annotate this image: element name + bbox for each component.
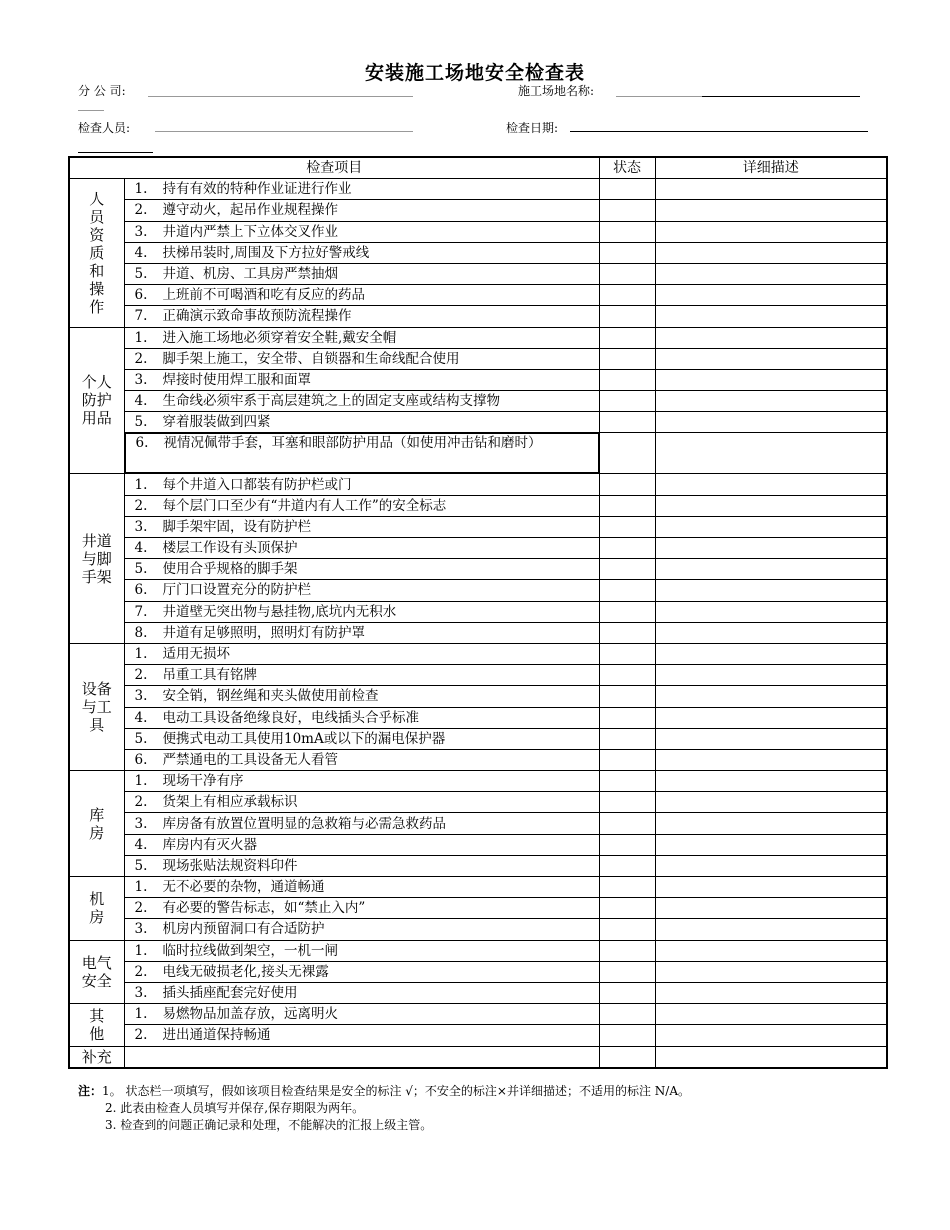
status-cell[interactable] (599, 601, 655, 622)
table-row (69, 285, 887, 306)
item-number: 4. (134, 540, 148, 557)
note-1-text: 1。 状态栏一项填写，假如该项目检查结果是安全的标注 √；不安全的标注×并详细描述；不适用的标注 N/A。 (102, 1084, 691, 1098)
table-row (69, 516, 887, 537)
status-cell[interactable] (599, 179, 655, 200)
table-row (69, 179, 887, 200)
status-cell[interactable] (599, 200, 655, 221)
check-item-cell (124, 919, 599, 940)
item-text: 正确演示致命事故预防流程操作 (162, 308, 352, 325)
check-item-cell (124, 686, 599, 707)
check-item-cell (124, 813, 599, 834)
check-item-cell (124, 369, 599, 390)
check-item-cell (124, 855, 599, 876)
item-text: 脚手架牢固，设有防护栏 (162, 518, 311, 535)
check-item-cell (124, 1025, 599, 1046)
description-cell[interactable] (655, 412, 887, 433)
check-item-cell (124, 306, 599, 327)
table-row (69, 327, 887, 348)
description-cell[interactable] (655, 263, 887, 284)
inspection-date-label: 检查日期: (506, 121, 559, 135)
category-cell: 井道 与脚 手架 (69, 474, 124, 644)
check-item-cell (124, 877, 599, 898)
check-item-cell (124, 834, 599, 855)
item-number: 5. (134, 414, 148, 431)
item-text: 货架上有相应承载标识 (162, 794, 298, 811)
item-text: 脚手架上施工，安全带、自锁器和生命线配合使用 (162, 350, 460, 367)
item-number: 2. (134, 1027, 148, 1044)
table-row (69, 433, 887, 474)
description-cell[interactable] (655, 686, 887, 707)
item-number: 2. (134, 794, 148, 811)
item-text: 穿着服装做到四紧 (162, 414, 271, 431)
table-row (69, 391, 887, 412)
table-row (69, 306, 887, 327)
category-cell: 机 房 (69, 877, 124, 941)
item-text: 使用合乎规格的脚手架 (162, 561, 298, 578)
item-text: 进出通道保持畅通 (162, 1027, 271, 1044)
item-text: 临时拉线做到架空，一机一闸 (162, 942, 338, 959)
check-item-cell (124, 495, 599, 516)
col-header-status: 状态 (599, 157, 655, 179)
inspector-field[interactable] (155, 131, 413, 132)
item-text: 持有有效的特种作业证进行作业 (162, 181, 352, 198)
description-cell[interactable] (655, 285, 887, 306)
item-text: 视情况佩带手套，耳塞和眼部防护用品（如使用冲击钻和磨时） (163, 435, 542, 452)
check-item-cell (124, 327, 599, 348)
table-row (69, 961, 887, 982)
item-number: 3. (134, 371, 148, 388)
status-cell[interactable] (599, 391, 655, 412)
description-cell[interactable] (655, 813, 887, 834)
table-row (69, 559, 887, 580)
table-row (69, 369, 887, 390)
check-item-cell (124, 242, 599, 263)
inspection-table (68, 156, 888, 1069)
table-row (69, 792, 887, 813)
item-number: 3. (134, 985, 148, 1002)
status-cell[interactable] (599, 686, 655, 707)
status-cell[interactable] (599, 306, 655, 327)
status-cell[interactable] (599, 1004, 655, 1025)
item-text: 有必要的警告标志，如“禁止入内” (162, 900, 366, 917)
table-row (69, 474, 887, 495)
item-number: 6. (135, 435, 149, 452)
item-text: 焊接时使用焊工服和面罩 (162, 371, 311, 388)
table-row (69, 643, 887, 664)
status-cell[interactable] (599, 580, 655, 601)
form-title: 安装施工场地安全检查表 (364, 62, 585, 84)
description-cell[interactable] (655, 982, 887, 1003)
check-item-cell (124, 348, 599, 369)
table-row (69, 495, 887, 516)
item-text: 楼层工作设有头顶保护 (162, 540, 298, 557)
check-item-cell (124, 622, 599, 643)
table-row (69, 855, 887, 876)
item-text: 机房内预留洞口有合适防护 (162, 921, 325, 938)
description-cell[interactable] (655, 622, 887, 643)
check-item-cell (124, 707, 599, 728)
item-number: 4. (134, 836, 148, 853)
item-text: 电线无破损老化,接头无裸露 (162, 963, 329, 980)
description-cell[interactable] (655, 961, 887, 982)
item-number: 1. (134, 942, 148, 959)
note-3: 3. 检查到的问题正确记录和处理，不能解决的汇报上级主管。 (105, 1118, 433, 1132)
description-cell[interactable] (655, 327, 887, 348)
item-number: 5. (134, 730, 148, 747)
item-text: 适用无损坏 (162, 646, 230, 663)
site-name-field-tail (78, 110, 104, 111)
table-row (69, 940, 887, 961)
item-text: 库房备有放置位置明显的急救箱与必需急救药品 (162, 815, 446, 832)
description-cell[interactable] (655, 516, 887, 537)
item-text: 易燃物品加盖存放，远离明火 (162, 1006, 338, 1023)
status-cell[interactable] (599, 242, 655, 263)
table-row (69, 622, 887, 643)
item-number: 6. (134, 751, 148, 768)
item-number: 3. (134, 815, 148, 832)
table-row (69, 813, 887, 834)
status-cell[interactable] (599, 877, 655, 898)
description-cell[interactable] (655, 855, 887, 876)
check-item-cell (124, 179, 599, 200)
status-cell[interactable] (599, 643, 655, 664)
item-text: 井道内严禁上下立体交叉作业 (162, 223, 338, 240)
status-cell[interactable] (599, 1025, 655, 1046)
check-item-cell (124, 516, 599, 537)
category-cell: 库 房 (69, 771, 124, 877)
table-row (69, 834, 887, 855)
status-cell[interactable] (599, 622, 655, 643)
status-cell[interactable] (599, 707, 655, 728)
supplement-description-cell[interactable] (655, 1046, 887, 1068)
item-number: 3. (134, 921, 148, 938)
status-cell[interactable] (599, 749, 655, 770)
item-number: 1. (134, 1006, 148, 1023)
item-text: 无不必要的杂物，通道畅通 (162, 879, 325, 896)
description-cell[interactable] (655, 728, 887, 749)
item-text: 电动工具设备绝缘良好，电线插头合乎标准 (162, 709, 419, 726)
check-item-cell (124, 263, 599, 284)
item-text: 便携式电动工具使用10mA或以下的漏电保护器 (162, 730, 446, 747)
description-cell[interactable] (655, 792, 887, 813)
description-cell[interactable] (655, 559, 887, 580)
table-row (69, 412, 887, 433)
item-number: 8. (134, 624, 148, 641)
status-cell[interactable] (599, 348, 655, 369)
table-header-row (69, 157, 887, 179)
item-number: 2. (134, 497, 148, 514)
table-row (69, 580, 887, 601)
table-row (69, 601, 887, 622)
item-text: 井道壁无突出物与悬挂物,底坑内无积水 (162, 603, 397, 620)
item-number: 2. (134, 900, 148, 917)
description-cell[interactable] (655, 538, 887, 559)
item-number: 4. (134, 244, 148, 261)
description-cell[interactable] (655, 179, 887, 200)
site-name-label: 施工场地名称: (518, 84, 595, 98)
check-item-cell (124, 391, 599, 412)
note-1 (78, 1082, 690, 1099)
item-number: 1. (134, 476, 148, 493)
table-row (69, 665, 887, 686)
check-item-cell (124, 412, 599, 433)
check-item-cell (124, 792, 599, 813)
description-cell[interactable] (655, 665, 887, 686)
description-cell[interactable] (655, 707, 887, 728)
check-item-cell (124, 200, 599, 221)
item-text: 遵守动火，起吊作业规程操作 (162, 202, 338, 219)
item-text: 吊重工具有铭牌 (162, 667, 257, 684)
supplement-label: 补充 (69, 1046, 124, 1068)
check-item-cell (124, 285, 599, 306)
check-item-cell (124, 728, 599, 749)
description-cell[interactable] (655, 200, 887, 221)
status-cell[interactable] (599, 327, 655, 348)
description-cell[interactable] (655, 919, 887, 940)
item-text: 进入施工场地必须穿着安全鞋,戴安全帽 (162, 329, 397, 346)
description-cell[interactable] (655, 1025, 887, 1046)
description-cell[interactable] (655, 749, 887, 770)
site-name-field-lead[interactable] (616, 96, 702, 97)
item-text: 井道有足够照明，照明灯有防护罩 (162, 624, 365, 641)
check-item-cell (124, 538, 599, 559)
status-cell[interactable] (599, 516, 655, 537)
item-text: 安全销，钢丝绳和夹头做使用前检查 (162, 688, 379, 705)
item-number: 1. (134, 181, 148, 198)
check-item-cell (124, 749, 599, 770)
inspection-date-field[interactable] (570, 131, 868, 132)
table-row (69, 749, 887, 770)
note-2: 2. 此表由检查人员填写并保存,保存期限为两年。 (105, 1101, 365, 1115)
description-cell[interactable] (655, 348, 887, 369)
status-cell[interactable] (599, 898, 655, 919)
description-cell[interactable] (655, 306, 887, 327)
status-cell[interactable] (599, 495, 655, 516)
table-row (69, 221, 887, 242)
item-text: 每个层门口至少有“井道内有人工作”的安全标志 (162, 497, 447, 514)
status-cell[interactable] (599, 982, 655, 1003)
check-item-cell (124, 221, 599, 242)
status-cell[interactable] (599, 538, 655, 559)
status-cell[interactable] (599, 919, 655, 940)
category-cell: 设备 与工 具 (69, 643, 124, 770)
check-item-cell (124, 771, 599, 792)
item-text: 库房内有灭火器 (162, 836, 257, 853)
item-text: 现场张贴法规资料印件 (162, 857, 298, 874)
table-row (69, 1025, 887, 1046)
description-cell[interactable] (655, 643, 887, 664)
supplement-status-cell[interactable] (599, 1046, 655, 1068)
table-row (69, 242, 887, 263)
item-number: 4. (134, 709, 148, 726)
status-cell[interactable] (599, 665, 655, 686)
check-item-cell (124, 580, 599, 601)
status-cell[interactable] (599, 474, 655, 495)
check-item-cell (124, 898, 599, 919)
table-row (69, 1004, 887, 1025)
branch-field[interactable] (148, 96, 413, 97)
table-row (69, 707, 887, 728)
item-number: 3. (134, 223, 148, 240)
item-number: 1. (134, 646, 148, 663)
check-item-cell (124, 961, 599, 982)
description-cell[interactable] (655, 601, 887, 622)
col-header-item: 检查项目 (69, 157, 599, 179)
description-cell[interactable] (655, 834, 887, 855)
table-row (69, 898, 887, 919)
supplement-item-cell[interactable] (124, 1046, 599, 1068)
inspection-date-field-tail (78, 152, 153, 153)
col-header-description: 详细描述 (655, 157, 887, 179)
table-row (69, 877, 887, 898)
item-number: 3. (134, 688, 148, 705)
category-cell: 其 他 (69, 1004, 124, 1046)
item-text: 井道、机房、工具房严禁抽烟 (162, 266, 338, 283)
item-number: 2. (134, 963, 148, 980)
item-number: 7. (134, 308, 148, 325)
description-cell[interactable] (655, 495, 887, 516)
status-cell[interactable] (599, 940, 655, 961)
description-cell[interactable] (655, 898, 887, 919)
item-text: 上班前不可喝酒和吃有反应的药品 (162, 287, 365, 304)
description-cell[interactable] (655, 391, 887, 412)
table-row (69, 982, 887, 1003)
status-cell[interactable] (599, 285, 655, 306)
item-number: 1. (134, 879, 148, 896)
item-text: 生命线必须牢系于高层建筑之上的固定支座或结构支撑物 (162, 393, 500, 410)
check-item-cell (124, 1004, 599, 1025)
check-item-cell (125, 433, 599, 473)
item-number: 6. (134, 287, 148, 304)
table-row (69, 686, 887, 707)
check-item-cell (124, 940, 599, 961)
branch-label: 分 公 司: (78, 84, 126, 98)
description-cell[interactable] (655, 1004, 887, 1025)
supplement-row (69, 1046, 887, 1068)
status-cell[interactable] (599, 961, 655, 982)
status-cell[interactable] (599, 813, 655, 834)
table-row (69, 771, 887, 792)
item-number: 2. (134, 350, 148, 367)
item-number: 5. (134, 561, 148, 578)
check-item-cell (124, 559, 599, 580)
description-cell[interactable] (655, 433, 887, 474)
item-number: 5. (134, 266, 148, 283)
item-number: 3. (134, 518, 148, 535)
table-row (69, 538, 887, 559)
description-cell[interactable] (655, 242, 887, 263)
item-number: 1. (134, 773, 148, 790)
item-text: 现场干净有序 (162, 773, 244, 790)
table-row (69, 200, 887, 221)
description-cell[interactable] (655, 369, 887, 390)
description-cell[interactable] (655, 580, 887, 601)
status-cell[interactable] (599, 792, 655, 813)
item-number: 4. (134, 393, 148, 410)
check-item-cell (124, 982, 599, 1003)
inspector-label: 检查人员: (78, 121, 131, 135)
check-item-cell (124, 474, 599, 495)
item-text: 厅门口设置充分的防护栏 (162, 582, 311, 599)
description-cell[interactable] (655, 474, 887, 495)
status-cell[interactable] (599, 728, 655, 749)
check-item-cell (124, 643, 599, 664)
table-row (69, 348, 887, 369)
table-row (69, 263, 887, 284)
category-cell: 电气 安全 (69, 940, 124, 1004)
category-cell: 个人 防护 用品 (69, 327, 124, 474)
description-cell[interactable] (655, 877, 887, 898)
status-cell[interactable] (599, 433, 655, 474)
item-number: 6. (134, 582, 148, 599)
category-cell: 人 员 资 质 和 操 作 (69, 179, 124, 327)
status-cell[interactable] (599, 221, 655, 242)
check-item-cell (124, 601, 599, 622)
status-cell[interactable] (599, 263, 655, 284)
table-row (69, 728, 887, 749)
description-cell[interactable] (655, 221, 887, 242)
item-text: 严禁通电的工具设备无人看管 (162, 751, 338, 768)
status-cell[interactable] (599, 771, 655, 792)
check-item-cell (124, 665, 599, 686)
item-text: 扶梯吊装时,周围及下方拉好警戒线 (162, 244, 370, 261)
item-text: 每个井道入口都装有防护栏或门 (162, 476, 352, 493)
item-number: 1. (134, 329, 148, 346)
item-number: 5. (134, 857, 148, 874)
status-cell[interactable] (599, 559, 655, 580)
status-cell[interactable] (599, 855, 655, 876)
status-cell[interactable] (599, 834, 655, 855)
description-cell[interactable] (655, 940, 887, 961)
notes-label: 注： (78, 1084, 103, 1098)
status-cell[interactable] (599, 369, 655, 390)
site-name-field[interactable] (702, 96, 860, 97)
item-number: 7. (134, 603, 148, 620)
item-number: 2. (134, 667, 148, 684)
item-text: 插头插座配套完好使用 (162, 985, 298, 1002)
table-row (69, 919, 887, 940)
status-cell[interactable] (599, 412, 655, 433)
item-number: 2. (134, 202, 148, 219)
description-cell[interactable] (655, 771, 887, 792)
